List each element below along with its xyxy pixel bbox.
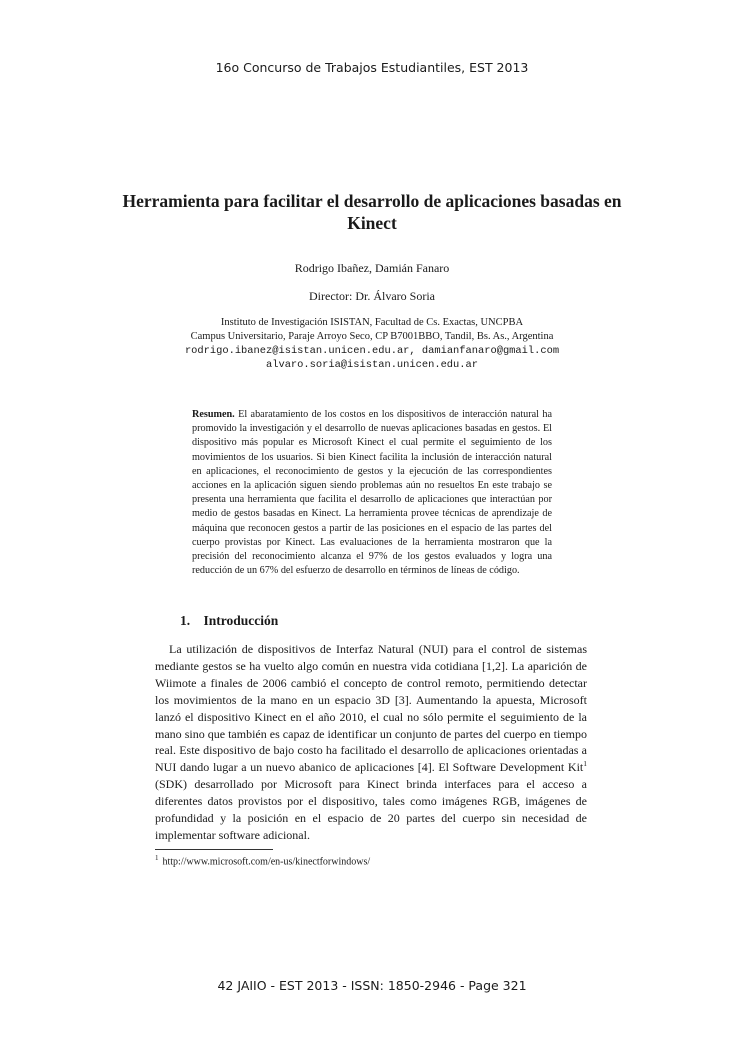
director: Director: Dr. Álvaro Soria bbox=[309, 289, 435, 303]
address: Campus Universitario, Paraje Arroyo Seco, CP B7001BBO, Tandil, Bs. As., Argentina bbox=[190, 331, 554, 342]
emails-line-1: rodrigo.ibanez@isistan.unicen.edu.ar, damianfanaro@gmail.com bbox=[184, 345, 560, 357]
emails-line-2: alvaro.soria@isistan.unicen.edu.ar bbox=[265, 359, 478, 371]
footnote-url[interactable]: http://www.microsoft.com/en-us/kinectforwindows/ bbox=[162, 856, 371, 868]
paragraph-text-part-2: (SDK) desarrollado por Microsoft para Kinect brinda interfaces para el acceso a diferentes datos provistos por el dispositivo, tales como imágenes RGB, imágenes de profundidad y la posición en el espacio de 20 partes del cuerpo sin necesidad de implementar software adicional. bbox=[155, 777, 587, 842]
section-title: Introducción bbox=[203, 613, 279, 628]
abstract-text: El abaratamiento de los costos en los dispositivos de interacción natural ha promovido la investigación y el desarrollo de nuevas aplicaciones basadas en gestos. El dispositivo más popular es Microsoft Kinect el cual permite el seguimiento de los movimientos de los usuarios. Si bien Kinect facilita la inclusión de interacción natural en aplicaciones, el reconocimiento de gestos y la ejecución de las correspondientes acciones en la aplicación siguen siendo problemas aún no resueltos En este trabajo se presenta una herramienta que facilita el desarrollo de aplicaciones que interactúan por medio de gestos basadas en Kinect. La herramienta provee técnicas de aprendizaje de máquina que reconocen gestos a partir de las posiciones en el espacio de las partes del cuerpo provistas por Kinect. Las evaluaciones de la herramienta mostraron que la precisión del reconocimiento alcanza el 97% de los gestos evaluados y logra una reducción de un 67% del esfuerzo de desarrollo en términos de líneas de código. bbox=[192, 409, 553, 577]
section-number: 1. bbox=[180, 613, 191, 628]
introduction-paragraph bbox=[155, 641, 587, 844]
section-heading-introduction bbox=[180, 613, 278, 629]
footnote-divider bbox=[155, 849, 273, 850]
footnote-mark: 1 bbox=[155, 854, 159, 862]
running-footer: 42 JAIIO - EST 2013 - ISSN: 1850-2946 - Page 321 bbox=[217, 978, 527, 993]
abstract bbox=[192, 408, 552, 578]
footnote bbox=[155, 854, 370, 867]
authors: Rodrigo Ibañez, Damián Fanaro bbox=[294, 261, 450, 275]
institute: Instituto de Investigación ISISTAN, Facultad de Cs. Exactas, UNCPBA bbox=[220, 317, 524, 328]
abstract-label: Resumen. bbox=[192, 409, 235, 420]
affiliation-block bbox=[0, 316, 744, 372]
footnote-reference[interactable]: 1 bbox=[583, 759, 587, 769]
paper-title: Herramienta para facilitar el desarrollo de aplicaciones basadas en Kinect bbox=[122, 191, 622, 233]
paragraph-text-part-1: La utilización de dispositivos de Interfaz Natural (NUI) para el control de sistemas mediante gestos se ha vuelto algo común en nuestra vida cotidiana [1,2]. La aparición de Wiimote a finales de 2006 cambió el concepto de control remoto, permitiendo detectar los movimientos de la mano en un espacio 3D [3]. Aumentando la apuesta, Microsoft lanzó el dispositivo Kinect en el año 2010, el cual no sólo permite el seguimiento de la mano sino que también es capaz de identificar un conjunto de partes del cuerpo en tiempo real. Este dispositivo de bajo costo ha facilitado el desarrollo de aplicaciones orientadas a NUI dando lugar a un nuevo abanico de aplicaciones [4]. El Software Development Kit bbox=[155, 642, 587, 775]
running-header: 16o Concurso de Trabajos Estudiantiles, EST 2013 bbox=[215, 60, 529, 75]
